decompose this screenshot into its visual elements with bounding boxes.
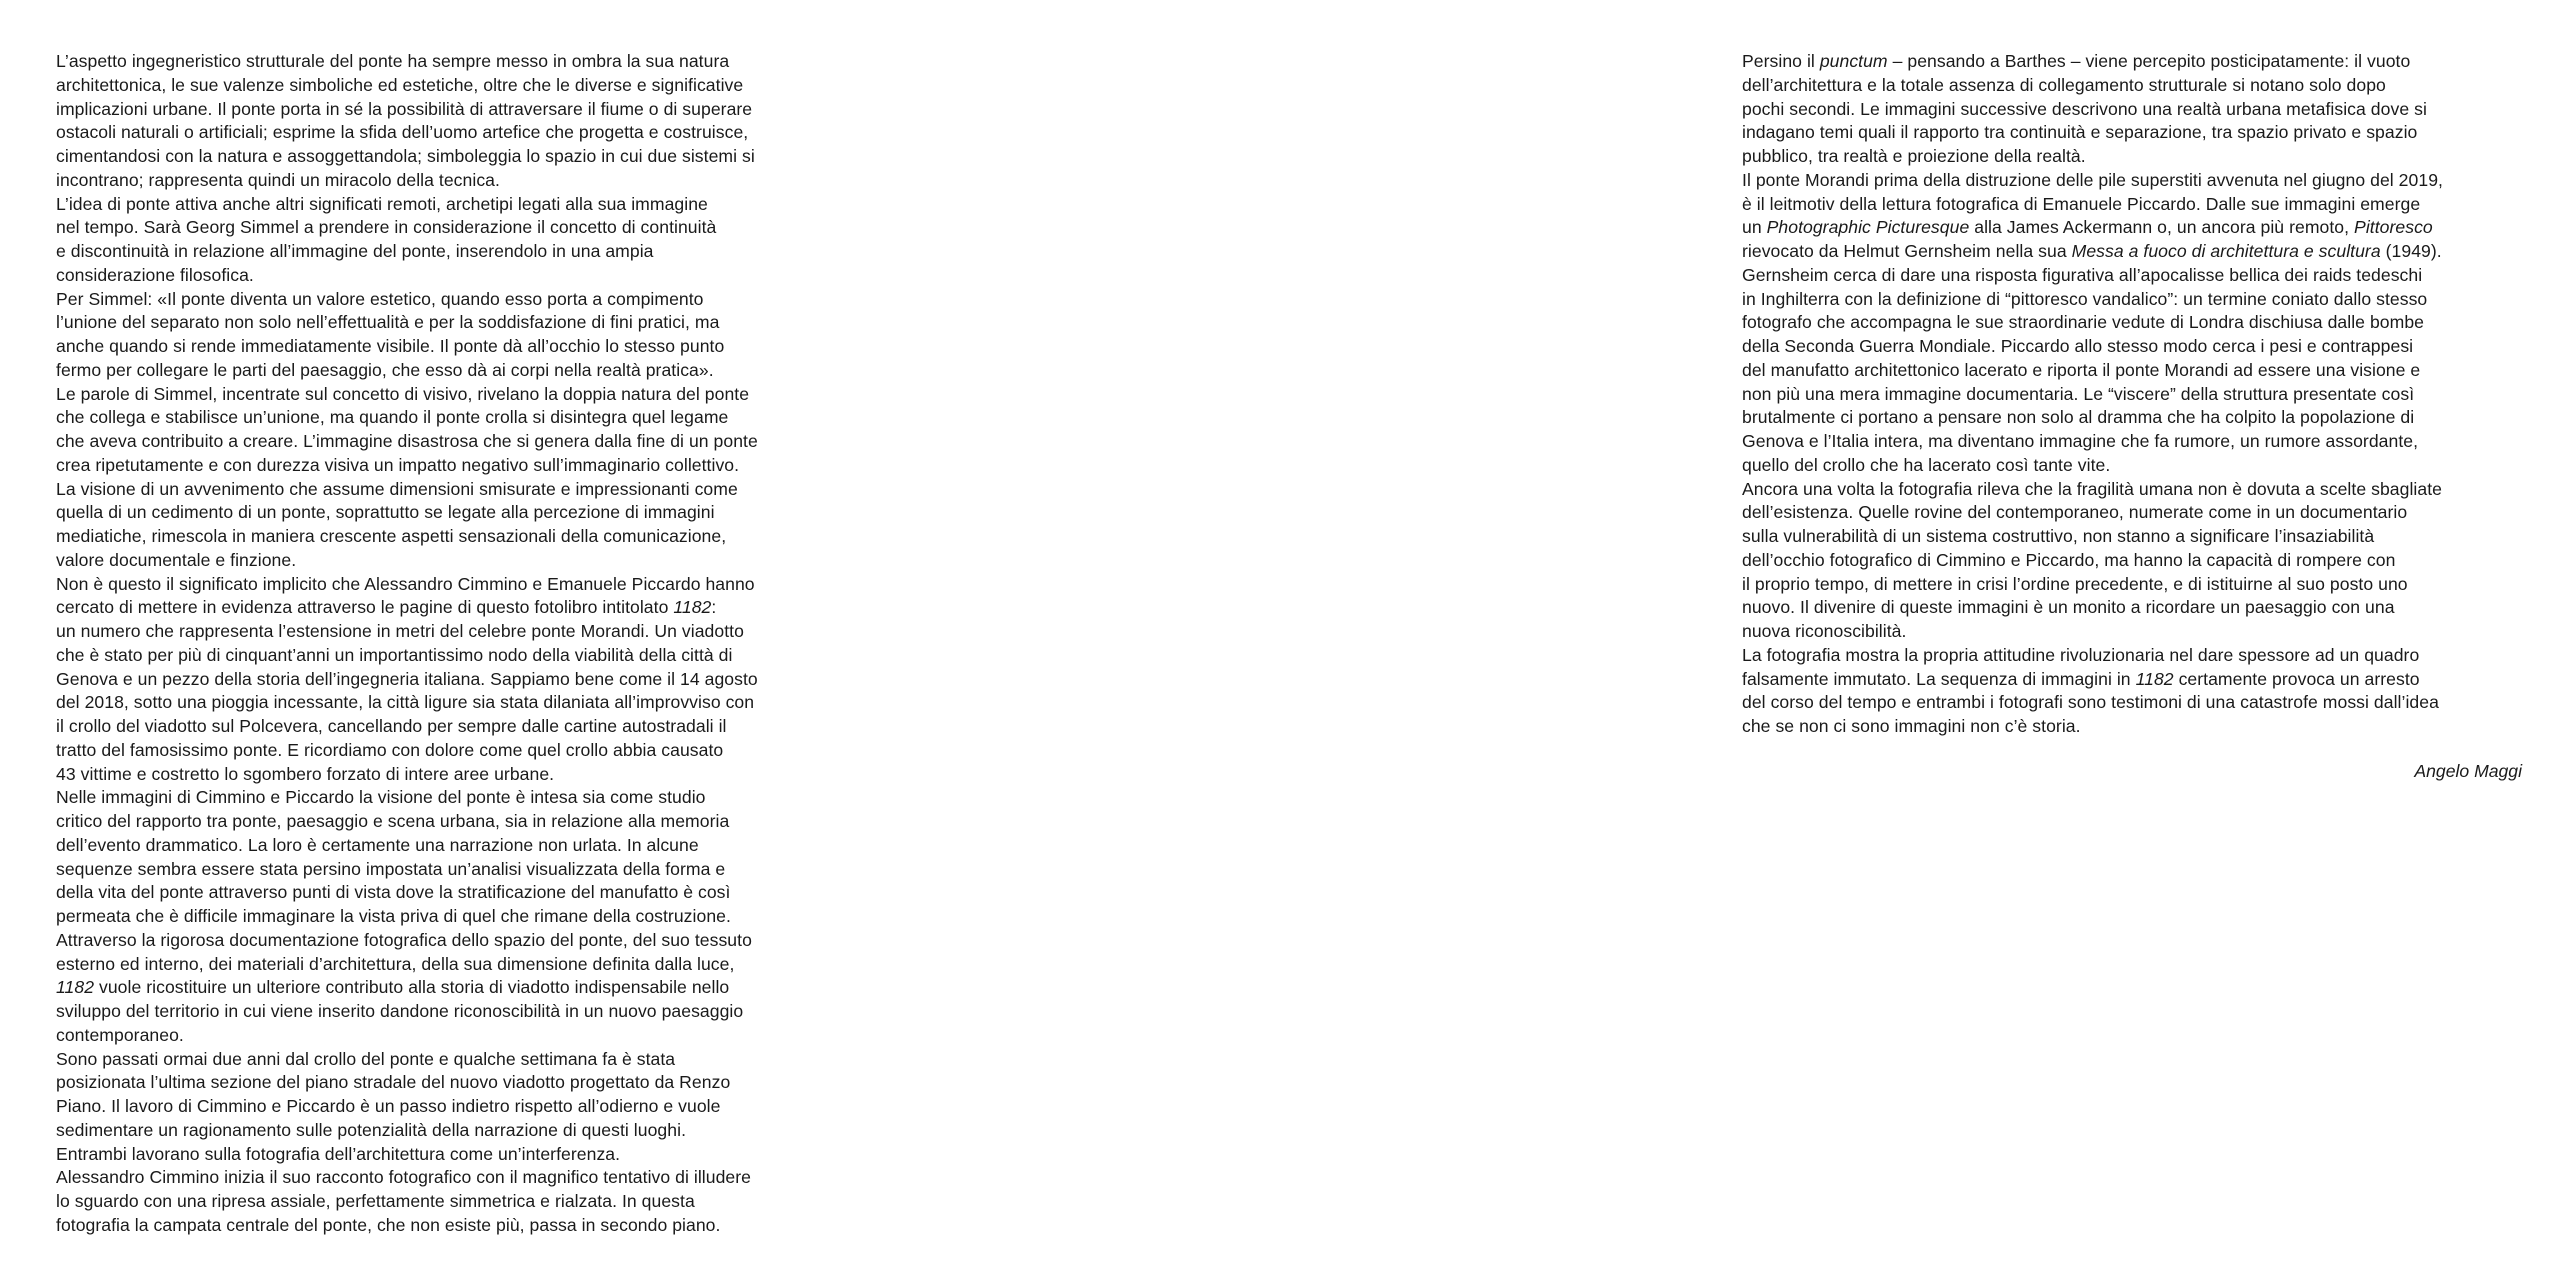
text-line: l’unione del separato non solo nell’effettualità e per la soddisfazione di fini pratici, ma — [56, 312, 720, 333]
text-line: brutalmente ci portano a pensare non solo al dramma che ha colpito la popolazione di — [1742, 407, 2415, 428]
text-line: quella di un cedimento di un ponte, soprattutto se legate alla percezione di immagini — [56, 502, 715, 523]
text-line: Genova e un pezzo della storia dell’ingegneria italiana. Sappiamo bene come il 14 agosto — [56, 668, 758, 689]
text-line: sedimentare un ragionamento sulle potenzialità della narrazione di questi luoghi. — [56, 1119, 687, 1140]
text-line: valore documentale e finzione. — [56, 549, 297, 570]
text-line: pubblico, tra realtà e proiezione della realtà. — [1742, 146, 2086, 166]
text-line: che aveva contribuito a creare. L’immagine disastrosa che si genera dalla fine di un ponte — [56, 431, 758, 451]
text-line: che se non ci sono immagini non c’è storia. — [1742, 716, 2081, 736]
text-line: nuovo. Il divenire di queste immagini è un monito a ricordare un paesaggio con una — [1742, 597, 2395, 618]
text-line: della vita del ponte attraverso punti di vista dove la stratificazione del manufatto è così — [56, 882, 731, 903]
text-line: fermo per collegare le parti del paesaggio, che esso dà ai corpi nella realtà pratica». — [56, 359, 714, 380]
text-line: un numero che rappresenta l’estensione in metri del celebre ponte Morandi. Un viadotto — [56, 621, 744, 641]
text-line: nuova riconoscibilità. — [1742, 621, 1907, 641]
text-line: Non è questo il significato implicito che Alessandro Cimmino e Emanuele Piccardo hanno — [56, 573, 755, 594]
text-line: Il ponte Morandi prima della distruzione delle pile superstiti avvenuta nel giugno del 2019, — [1742, 169, 2443, 190]
text-line: nel tempo. Sarà Georg Simmel a prendere in considerazione il concetto di continuità — [56, 217, 717, 238]
right-text-column — [1742, 50, 2522, 739]
text-line: del corso del tempo e entrambi i fotografi sono testimoni di una catastrofe mossi dall’idea — [1742, 692, 2439, 713]
text-line: pochi secondi. Le immagini successive descrivono una realtà urbana metafisica dove si — [1742, 98, 2427, 119]
text-line: considerazione filosofica. — [56, 264, 254, 285]
text-line: fotografia la campata centrale del ponte, che non esiste più, passa in secondo piano. — [56, 1214, 721, 1235]
text-line: implicazioni urbane. Il ponte porta in sé la possibilità di attraversare il fiume o di superare — [56, 98, 753, 119]
text-line: anche quando si rende immediatamente visibile. Il ponte dà all’occhio lo stesso punto — [56, 336, 725, 356]
text-line: indagano temi quali il rapporto tra continuità e separazione, tra spazio privato e spazio — [1742, 122, 2418, 143]
text-line: architettonica, le sue valenze simboliche ed estetiche, oltre che le diverse e significative — [56, 74, 744, 95]
text-line: Entrambi lavorano sulla fotografia dell’architettura come un’interferenza. — [56, 1143, 621, 1164]
text-line: falsamente immutato. La sequenza di immagini in 1182 certamente provoca un arresto — [1742, 668, 2420, 689]
text-line: in Inghilterra con la definizione di “pittoresco vandalico”: un termine coniato dallo stesso — [1742, 288, 2428, 309]
text-line: Persino il punctum – pensando a Barthes – viene percepito posticipatamente: il vuoto — [1742, 51, 2411, 71]
text-line: esterno ed interno, dei materiali d’architettura, della sua dimensione definita dalla luce, — [56, 953, 735, 974]
text-line: rievocato da Helmut Gernsheim nella sua Messa a fuoco di architettura e scultura (1949). — [1742, 241, 2442, 261]
text-line: posizionata l’ultima sezione del piano stradale del nuovo viadotto progettato da Renzo — [56, 1072, 731, 1093]
text-line: permeata che è difficile immaginare la vista priva di quel che rimane della costruzione. — [56, 906, 731, 926]
text-line: incontrano; rappresenta quindi un miracolo della tecnica. — [56, 169, 500, 190]
text-line: e discontinuità in relazione all’immagine del ponte, inserendolo in una ampia — [56, 241, 654, 261]
text-line: dell’evento drammatico. La loro è certamente una narrazione non urlata. In alcune — [56, 834, 699, 855]
text-line: sulla vulnerabilità di un sistema costruttivo, non stanno a significare l’insaziabilità — [1742, 526, 2375, 546]
text-line: L’idea di ponte attiva anche altri significati remoti, archetipi legati alla sua immagine — [56, 193, 708, 214]
text-line: un Photographic Picturesque alla James Ackermann o, un ancora più remoto, Pittoresco — [1742, 217, 2433, 238]
text-line: contemporaneo. — [56, 1024, 184, 1045]
text-line: ostacoli naturali o artificiali; esprime la sfida dell’uomo artefice che progetta e costruisce, — [56, 122, 749, 143]
text-line: dell’architettura e la totale assenza di collegamento strutturale si notano solo dopo — [1742, 74, 2386, 95]
text-line: che è stato per più di cinquant’anni un importantissimo nodo della viabilità della città di — [56, 644, 733, 665]
text-line: che collega e stabilisce un’unione, ma quando il ponte crolla si disintegra quel legame — [56, 407, 729, 428]
text-line: il proprio tempo, di mettere in crisi l’ordine precedente, e di istituirne al suo posto uno — [1742, 573, 2408, 594]
text-line: cimentandosi con la natura e assoggettandola; simboleggia lo spazio in cui due sistemi si — [56, 146, 755, 166]
text-line: 43 vittime e costretto lo sgombero forzato di intere aree urbane. — [56, 763, 555, 784]
text-line: sequenze sembra essere stata persino impostata un’analisi visualizzata della forma e — [56, 858, 726, 879]
text-line: critico del rapporto tra ponte, paesaggio e scena urbana, sia in relazione alla memoria — [56, 811, 730, 831]
text-line: fotografo che accompagna le sue straordinarie vedute di Londra dischiusa dalle bombe — [1742, 312, 2424, 333]
left-text-column — [56, 50, 846, 1238]
text-line: Piano. Il lavoro di Cimmino e Piccardo è un passo indietro rispetto all’odierno e vuole — [56, 1096, 721, 1116]
text-line: il crollo del viadotto sul Polcevera, cancellando per sempre dalle cartine autostradali il — [56, 716, 727, 736]
text-line: del 2018, sotto una pioggia incessante, la città ligure sia stata dilaniata all’improvviso con — [56, 692, 755, 713]
text-line: La visione di un avvenimento che assume dimensioni smisurate e impressionanti come — [56, 478, 738, 499]
text-line: sviluppo del territorio in cui viene inserito dandone riconoscibilità in un nuovo paesaggio — [56, 1001, 744, 1021]
text-line: dell’occhio fotografico di Cimmino e Piccardo, ma hanno la capacità di rompere con — [1742, 549, 2396, 570]
text-line: La fotografia mostra la propria attitudine rivoluzionaria nel dare spessore ad un quadro — [1742, 644, 2420, 665]
text-line: Attraverso la rigorosa documentazione fotografica dello spazio del ponte, del suo tessuto — [56, 929, 752, 950]
text-line: Per Simmel: «Il ponte diventa un valore estetico, quando esso porta a compimento — [56, 288, 704, 309]
text-line: è il leitmotiv della lettura fotografica di Emanuele Piccardo. Dalle sue immagini emerge — [1742, 193, 2421, 214]
text-line: Sono passati ormai due anni dal crollo del ponte e qualche settimana fa è stata — [56, 1048, 676, 1069]
text-line: Alessandro Cimmino inizia il suo racconto fotografico con il magnifico tentativo di illudere — [56, 1167, 751, 1188]
text-line: Le parole di Simmel, incentrate sul concetto di visivo, rivelano la doppia natura del ponte — [56, 383, 750, 404]
text-line: non più una mera immagine documentaria. Le “viscere” della struttura presentate così — [1742, 383, 2415, 404]
text-line: Ancora una volta la fotografia rileva che la fragilità umana non è dovuta a scelte sbagliate — [1742, 478, 2442, 499]
text-line: 1182 vuole ricostituire un ulteriore contributo alla storia di viadotto indispensabile nello — [56, 977, 730, 998]
text-line: quello del crollo che ha lacerato così tante vite. — [1742, 454, 2111, 475]
text-line: Genova e l’Italia intera, ma diventano immagine che fa rumore, un rumore assordante, — [1742, 431, 2419, 451]
text-line: del manufatto architettonico lacerato e riporta il ponte Morandi ad essere una visione e — [1742, 359, 2421, 380]
text-line: Gernsheim cerca di dare una risposta figurativa all’apocalisse bellica dei raids tedeschi — [1742, 264, 2423, 285]
text-line: L’aspetto ingegneristico strutturale del ponte ha sempre messo in ombra la sua natura — [56, 51, 730, 71]
text-line: dell’esistenza. Quelle rovine del contemporaneo, numerate come in un documentario — [1742, 502, 2408, 523]
text-line: crea ripetutamente e con durezza visiva un impatto negativo sull’immaginario collettivo. — [56, 454, 740, 475]
text-line: lo sguardo con una ripresa assiale, perfettamente simmetrica e rialzata. In questa — [56, 1191, 695, 1211]
author-signature: Angelo Maggi — [2414, 761, 2522, 781]
text-line: cercato di mettere in evidenza attraverso le pagine di questo fotolibro intitolato 1182: — [56, 597, 717, 618]
text-line: mediatiche, rimescola in maniera crescente aspetti sensazionali della comunicazione, — [56, 526, 727, 546]
text-line: della Seconda Guerra Mondiale. Piccardo allo stesso modo cerca i pesi e contrappesi — [1742, 336, 2414, 356]
text-line: tratto del famosissimo ponte. E ricordiamo con dolore come quel crollo abbia causato — [56, 739, 724, 760]
text-line: Nelle immagini di Cimmino e Piccardo la visione del ponte è intesa sia come studio — [56, 787, 706, 808]
